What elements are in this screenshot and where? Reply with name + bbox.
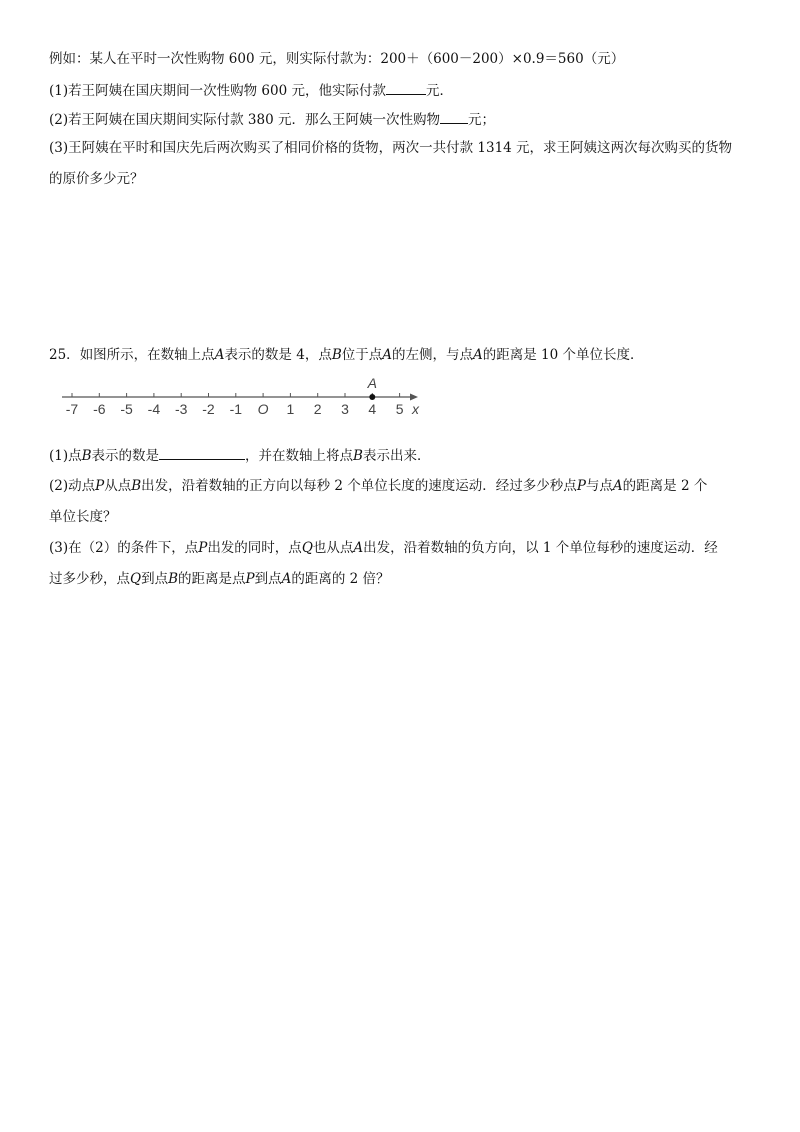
var-A: A (214, 347, 225, 363)
prev-part-3-text-cont: 的原价多少元？ (49, 171, 144, 187)
tick-label: -3 (174, 401, 188, 417)
question-number: 25． (49, 347, 80, 363)
part-text: 出发，沿着数轴的负方向，以 1 个单位每秒的速度运动．经 (363, 540, 718, 556)
stem-text: 的距离是 10 个单位长度． (482, 347, 644, 363)
axis-arrow (410, 394, 418, 401)
prev-part-2-text: (2)若王阿姨在国庆期间实际付款 380 元．那么王阿姨一次性购物 (49, 112, 440, 128)
var-A: A (473, 347, 483, 363)
prev-part-3-text: (3)王阿姨在平时和国庆先后两次购买了相同价格的货物，两次一共付款 1314 元，求王阿姨这两次每次购买的货物 (49, 140, 733, 156)
part-text: 与点 (585, 478, 613, 494)
example-text (49, 50, 624, 68)
tick-label: 3 (341, 401, 349, 417)
part-text: 到点 (141, 571, 169, 587)
part-text: 也从点 (312, 540, 354, 556)
point-a-label: A (367, 375, 377, 391)
prev-question-part-3-line-2 (49, 170, 144, 188)
prev-question-part-3-line-1 (49, 139, 732, 157)
tick-labels (66, 401, 404, 417)
tick-label: -6 (93, 401, 106, 417)
part-text: 的距离是 2 个 (622, 478, 708, 494)
part-text: (1)点 (49, 448, 82, 464)
example-sentence: 例如：某人在平时一次性购物 600 元，则实际付款为：200＋（600－200）×0.9＝560（元） (49, 51, 625, 67)
tick-label: 1 (286, 401, 295, 417)
part-text: 出发，沿着数轴的正方向以每秒 2 个单位长度的速度运动．经过多少秒点 (141, 478, 577, 494)
part-text: (3)在（2）的条件下，点 (49, 540, 199, 556)
axis-label: x (412, 401, 419, 417)
part-text: 的距离是点 (178, 571, 246, 587)
stem-text: 表示的数是 4，点 (224, 347, 332, 363)
tick-label: 2 (313, 401, 322, 417)
tick-label: O (257, 401, 269, 417)
part-text: 出发的同时，点 (207, 540, 302, 556)
part-text: 的距离的 2 倍？ (291, 571, 390, 587)
question-25-part-3-line-2 (49, 570, 390, 588)
var-P: P (576, 478, 586, 494)
prev-question-part-2 (49, 110, 495, 129)
tick-label: -1 (229, 401, 243, 417)
var-B: B (353, 448, 363, 464)
point-a-dot (369, 394, 375, 400)
answer-blank (386, 81, 426, 95)
answer-blank (159, 446, 245, 460)
tick-label: -5 (120, 401, 133, 417)
stem-text: 位于点 (341, 347, 383, 363)
prev-part-2-unit: 元； (467, 112, 495, 128)
tick-marks (72, 393, 400, 397)
stem-text: 如图所示，在数轴上点 (79, 347, 215, 363)
part-text: 表示出来． (362, 448, 431, 464)
var-A: A (382, 347, 392, 363)
tick-label: 4 (368, 401, 377, 417)
var-P: P (198, 540, 208, 556)
var-B: B (331, 347, 342, 363)
answer-blank (440, 110, 468, 124)
var-P: P (245, 571, 255, 587)
tick-label: -2 (202, 401, 215, 417)
number-line-figure (58, 374, 428, 422)
prev-part-1-unit: 元． (425, 83, 453, 99)
tick-label: -7 (65, 401, 79, 417)
var-P: P (95, 478, 105, 494)
part-text: 表示的数是 (91, 448, 160, 464)
question-25-stem (49, 346, 644, 364)
prev-part-1-text: (1)若王阿姨在国庆期间一次性购物 600 元，他实际付款 (49, 83, 386, 99)
var-Q: Q (130, 571, 142, 587)
part-text: (2)动点 (49, 478, 96, 494)
tick-label: 5 (395, 401, 404, 417)
question-25-part-2 (49, 477, 707, 495)
var-B: B (131, 478, 142, 494)
tick-label: -4 (147, 401, 161, 417)
stem-text: 的左侧，与点 (392, 347, 473, 363)
var-B: B (168, 571, 178, 587)
var-B: B (81, 448, 92, 464)
var-A: A (612, 478, 623, 494)
part-text: 过多少秒，点 (49, 571, 130, 587)
question-25-part-1 (49, 446, 430, 465)
var-A: A (281, 571, 292, 587)
part-text: 单位长度？ (49, 509, 117, 525)
prev-question-part-1 (49, 81, 453, 100)
question-25-part-3 (49, 539, 718, 557)
part-text: 到点 (254, 571, 282, 587)
var-Q: Q (301, 540, 313, 556)
question-25-part-2-line-2 (49, 508, 117, 526)
var-A: A (353, 540, 364, 556)
part-text: ，并在数轴上将点 (245, 448, 354, 464)
part-text: 从点 (104, 478, 132, 494)
